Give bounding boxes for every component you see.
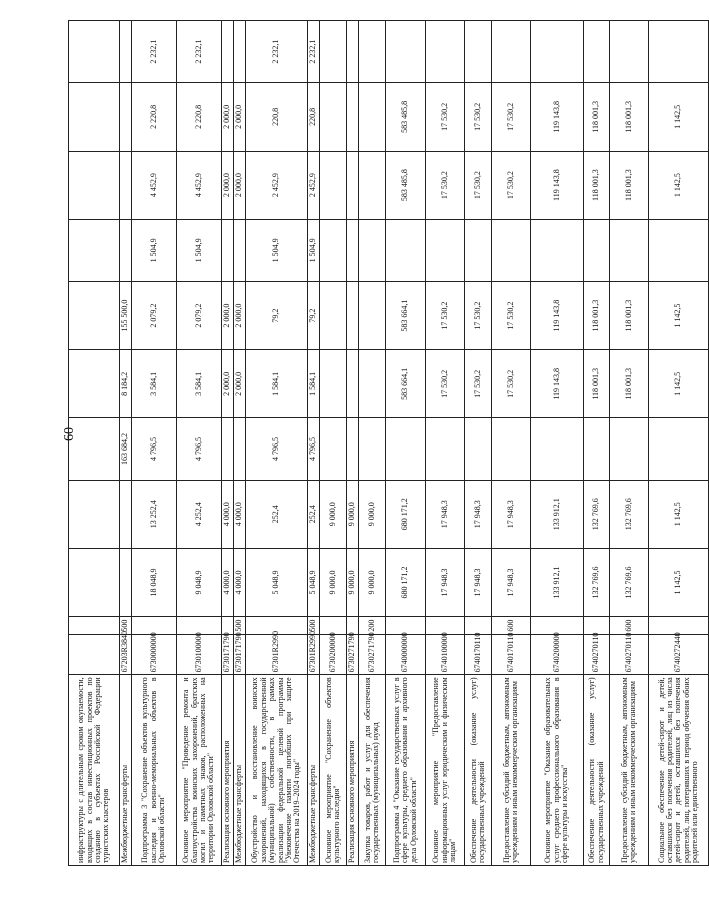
row-amount: 118 001,3 xyxy=(584,281,610,349)
row-amount xyxy=(320,418,347,480)
row-amount xyxy=(69,21,120,83)
row-amount xyxy=(222,418,234,480)
row-amount: 155 500,0 xyxy=(120,281,132,349)
row-amount: 8 184,2 xyxy=(120,350,132,418)
row-amount: 17 530,2 xyxy=(426,350,465,418)
row-amount: 17 530,2 xyxy=(492,281,531,349)
row-amount: 119 143,8 xyxy=(531,151,584,219)
row-amount: 2 000,0 xyxy=(222,83,234,151)
row-amount: 2 000,0 xyxy=(234,83,246,151)
row-amount: 17 530,2 xyxy=(465,350,492,418)
row-amount xyxy=(347,151,359,219)
row-cbs-code: 6730171790 xyxy=(222,635,234,675)
row-name: Основное мероприятие "Сохранение объектов культурного наследия" xyxy=(320,675,347,866)
row-amount: 4 000,0 xyxy=(222,480,234,548)
row-amount: 79,2 xyxy=(308,281,320,349)
row-amount: 2 452,9 xyxy=(246,151,308,219)
row-amount: 119 143,8 xyxy=(531,83,584,151)
row-amount: 2 232,1 xyxy=(246,21,308,83)
table-row xyxy=(386,21,426,866)
row-amount xyxy=(347,83,359,151)
row-amount xyxy=(320,219,347,281)
row-amount xyxy=(492,219,531,281)
row-amount xyxy=(386,418,426,480)
row-amount xyxy=(610,219,649,281)
row-cbs-code: 6740200000 xyxy=(531,635,584,675)
row-amount: 1 504,9 xyxy=(177,219,222,281)
row-amount: 9 048,9 xyxy=(177,548,222,616)
row-amount xyxy=(234,418,246,480)
row-amount xyxy=(584,219,610,281)
row-amount xyxy=(492,21,531,83)
row-expense-type xyxy=(69,617,120,635)
row-cbs-code: 6730100000 xyxy=(177,635,222,675)
row-amount: 132 769,6 xyxy=(610,548,649,616)
row-amount xyxy=(347,350,359,418)
row-amount xyxy=(120,151,132,219)
table-row xyxy=(649,21,709,866)
row-amount: 1 142,5 xyxy=(649,480,709,548)
row-amount: 132 769,6 xyxy=(610,480,649,548)
row-amount xyxy=(320,151,347,219)
row-amount: 17 530,2 xyxy=(426,281,465,349)
row-cbs-code: 6730271790 xyxy=(347,635,359,675)
table-row xyxy=(69,21,120,866)
row-name: Обеспечение деятельности (оказание услуг) государственных учреждений xyxy=(584,675,610,866)
row-amount: 2 232,1 xyxy=(132,21,177,83)
row-amount xyxy=(531,418,584,480)
row-cbs-code: 6740170110 xyxy=(465,635,492,675)
row-amount xyxy=(347,219,359,281)
row-cbs-code: 67203R3840 xyxy=(120,635,132,675)
row-name: Основное мероприятие "Предоставление информационных услуг юридическим и физическим лицам" xyxy=(426,675,465,866)
row-amount: 118 001,3 xyxy=(610,281,649,349)
row-amount xyxy=(120,83,132,151)
table-row xyxy=(246,21,308,866)
row-amount: 4 000,0 xyxy=(222,548,234,616)
row-amount xyxy=(492,418,531,480)
row-cbs-code: 6740270110 xyxy=(584,635,610,675)
row-amount xyxy=(465,418,492,480)
table-row xyxy=(584,21,610,866)
row-amount: 2 000,0 xyxy=(234,350,246,418)
table-row xyxy=(426,21,465,866)
row-amount: 17 530,2 xyxy=(492,151,531,219)
row-amount: 118 001,3 xyxy=(584,151,610,219)
row-amount: 1 504,9 xyxy=(132,219,177,281)
row-amount: 5 048,9 xyxy=(246,548,308,616)
row-cbs-code: 6740000000 xyxy=(386,635,426,675)
row-amount: 2 000,0 xyxy=(222,350,234,418)
row-cbs-code: 6740272440 xyxy=(649,635,709,675)
row-amount xyxy=(69,151,120,219)
row-expense-type: 500 xyxy=(120,617,132,635)
row-amount: 9 000,0 xyxy=(347,480,359,548)
row-name: Закупка товаров, работ и услуг для обеспечения государственных (муниципальных) нужд xyxy=(359,675,386,866)
row-amount: 1 584,1 xyxy=(246,350,308,418)
row-amount xyxy=(386,21,426,83)
row-name: Реализация основного мероприятия xyxy=(347,675,359,866)
row-amount: 4 796,5 xyxy=(132,418,177,480)
row-amount: 17 530,2 xyxy=(492,350,531,418)
row-amount: 163 684,2 xyxy=(120,418,132,480)
row-name: Социальное обеспечение детей-сирот и детей, оставшихся без попечения родителей, лиц из числа детей-сирот и детей, оставшихся без попечения родителей, лиц, потерявших в период обучения обоих родителей или единственного xyxy=(649,675,709,866)
row-name: инфраструктуры с длительным сроком окупаемости, входящих в состав инвестиционных проектов по созданию в субъектах Российской Федерации туристских кластеров xyxy=(69,675,120,866)
row-amount xyxy=(465,21,492,83)
row-cbs-code: 6740270110 xyxy=(610,635,649,675)
table-row xyxy=(234,21,246,866)
row-cbs-code: 67301R2990 xyxy=(246,635,308,675)
table-row xyxy=(320,21,347,866)
row-expense-type: 600 xyxy=(610,617,649,635)
table-row xyxy=(222,21,234,866)
row-amount: 252,4 xyxy=(308,480,320,548)
row-amount: 1 142,5 xyxy=(649,83,709,151)
row-amount: 1 142,5 xyxy=(649,350,709,418)
row-amount: 2 000,0 xyxy=(234,151,246,219)
row-amount: 119 143,8 xyxy=(531,350,584,418)
row-name: Предоставление субсидий бюджетным, автономным учреждениям и иным некоммерческим организациям xyxy=(492,675,531,866)
row-amount: 3 584,1 xyxy=(132,350,177,418)
row-cbs-code: 67301R2990 xyxy=(308,635,320,675)
row-cbs-code: 6730271790 xyxy=(359,635,386,675)
row-cbs-code: 6740170110 xyxy=(492,635,531,675)
row-amount: 17 948,3 xyxy=(492,480,531,548)
row-amount: 17 948,3 xyxy=(492,548,531,616)
table-row xyxy=(359,21,386,866)
row-cbs-code xyxy=(69,635,120,675)
row-amount: 1 142,5 xyxy=(649,151,709,219)
row-cbs-code: 6740100000 xyxy=(426,635,465,675)
table-row xyxy=(177,21,222,866)
row-amount xyxy=(359,350,386,418)
row-expense-type: 500 xyxy=(308,617,320,635)
row-amount: 1 504,9 xyxy=(308,219,320,281)
row-amount xyxy=(610,418,649,480)
row-amount xyxy=(359,151,386,219)
row-amount xyxy=(426,219,465,281)
row-amount: 17 530,2 xyxy=(426,83,465,151)
row-amount xyxy=(359,83,386,151)
row-amount xyxy=(347,281,359,349)
row-amount xyxy=(222,219,234,281)
row-amount xyxy=(347,418,359,480)
row-amount xyxy=(120,480,132,548)
row-amount: 133 912,1 xyxy=(531,480,584,548)
row-amount: 118 001,3 xyxy=(610,350,649,418)
row-amount: 18 048,9 xyxy=(132,548,177,616)
row-amount xyxy=(386,219,426,281)
page-number: 60 xyxy=(62,427,77,441)
row-amount: 583 664,1 xyxy=(386,281,426,349)
table-row xyxy=(492,21,531,866)
row-amount: 133 912,1 xyxy=(531,548,584,616)
row-amount xyxy=(531,21,584,83)
row-amount: 2 232,1 xyxy=(308,21,320,83)
row-amount: 118 001,3 xyxy=(584,83,610,151)
row-name: Реализация основного мероприятия xyxy=(222,675,234,866)
row-amount: 4 452,9 xyxy=(177,151,222,219)
row-amount: 132 769,6 xyxy=(584,480,610,548)
row-amount xyxy=(610,21,649,83)
row-amount xyxy=(584,418,610,480)
table-row xyxy=(120,21,132,866)
row-name: Основное мероприятие "Оказание образовательных услуг среднего профессионального образования в сфере культуры и искусства" xyxy=(531,675,584,866)
row-amount xyxy=(120,548,132,616)
row-amount xyxy=(584,21,610,83)
row-amount: 13 252,4 xyxy=(132,480,177,548)
row-amount: 1 584,1 xyxy=(308,350,320,418)
row-amount: 2 079,2 xyxy=(132,281,177,349)
row-amount: 4 000,0 xyxy=(234,548,246,616)
row-amount xyxy=(120,21,132,83)
row-amount xyxy=(69,418,120,480)
row-amount: 118 001,3 xyxy=(610,151,649,219)
row-amount: 17 948,3 xyxy=(426,480,465,548)
row-name: Подпрограмма 3 "Сохранение объектов культурного наследия и военно-мемориальных объектов в Орловской области" xyxy=(132,675,177,866)
table-row xyxy=(531,21,584,866)
row-amount xyxy=(649,21,709,83)
row-amount: 2 220,8 xyxy=(177,83,222,151)
row-amount xyxy=(426,21,465,83)
row-amount: 9 000,0 xyxy=(320,548,347,616)
row-amount xyxy=(531,219,584,281)
row-amount: 9 000,0 xyxy=(359,480,386,548)
row-amount: 1 142,5 xyxy=(649,548,709,616)
row-amount xyxy=(320,350,347,418)
row-amount xyxy=(359,21,386,83)
row-amount: 4 000,0 xyxy=(234,480,246,548)
row-amount: 17 948,3 xyxy=(465,480,492,548)
row-amount xyxy=(69,480,120,548)
row-amount xyxy=(359,219,386,281)
row-amount: 220,8 xyxy=(246,83,308,151)
row-cbs-code: 6730200000 xyxy=(320,635,347,675)
row-name: Межбюджетные трансферты xyxy=(120,675,132,866)
row-amount: 118 001,3 xyxy=(610,83,649,151)
row-amount: 583 485,8 xyxy=(386,83,426,151)
row-amount xyxy=(320,281,347,349)
row-amount xyxy=(649,418,709,480)
row-amount: 680 171,2 xyxy=(386,480,426,548)
row-amount xyxy=(222,21,234,83)
row-amount: 2 452,9 xyxy=(308,151,320,219)
row-amount xyxy=(120,219,132,281)
row-name: Обустройство и восстановление воинских захоронений, находящихся в государственной (муниципальной) собственности, в рамках реализации федеральной целевой программы "Увековечение памяти погибших при защите Отечества на 2019–2024 годы" xyxy=(246,675,308,866)
row-amount: 252,4 xyxy=(246,480,308,548)
row-expense-type: 600 xyxy=(492,617,531,635)
row-amount xyxy=(234,219,246,281)
row-amount: 17 948,3 xyxy=(426,548,465,616)
budget-table xyxy=(68,20,709,866)
row-amount: 17 530,2 xyxy=(465,281,492,349)
row-amount xyxy=(465,219,492,281)
row-amount xyxy=(234,21,246,83)
row-amount: 2 220,8 xyxy=(132,83,177,151)
row-amount: 9 000,0 xyxy=(320,480,347,548)
row-amount: 4 452,9 xyxy=(132,151,177,219)
row-amount: 2 079,2 xyxy=(177,281,222,349)
row-amount xyxy=(69,281,120,349)
row-name: Основное мероприятие "Проведение ремонта и благоустройства воинских захоронений, братских могил и памятных знаков, расположенных на территории Орловской области" xyxy=(177,675,222,866)
row-amount xyxy=(69,219,120,281)
row-expense-type: 500 xyxy=(234,617,246,635)
row-amount: 3 584,1 xyxy=(177,350,222,418)
row-amount xyxy=(347,21,359,83)
row-amount: 17 530,2 xyxy=(426,151,465,219)
row-amount xyxy=(359,281,386,349)
row-amount xyxy=(69,548,120,616)
table-row xyxy=(132,21,177,866)
table-row xyxy=(465,21,492,866)
row-amount: 1 504,9 xyxy=(246,219,308,281)
row-name: Обеспечение деятельности (оказание услуг) государственных учреждений xyxy=(465,675,492,866)
row-name: Межбюджетные трансферты xyxy=(308,675,320,866)
row-amount xyxy=(359,418,386,480)
row-amount: 132 769,6 xyxy=(584,548,610,616)
row-amount: 79,2 xyxy=(246,281,308,349)
table-row xyxy=(347,21,359,866)
row-amount: 17 530,2 xyxy=(492,83,531,151)
row-amount: 9 000,0 xyxy=(359,548,386,616)
row-amount xyxy=(69,350,120,418)
row-cbs-code: 6730000000 xyxy=(132,635,177,675)
row-amount: 220,8 xyxy=(308,83,320,151)
budget-table-page xyxy=(68,20,700,866)
row-cbs-code: 6730171790 xyxy=(234,635,246,675)
row-amount: 583 664,1 xyxy=(386,350,426,418)
row-expense-type: 200 xyxy=(359,617,386,635)
row-amount: 119 143,8 xyxy=(531,281,584,349)
row-amount: 4 252,4 xyxy=(177,480,222,548)
row-amount: 2 000,0 xyxy=(222,281,234,349)
row-amount xyxy=(649,219,709,281)
row-amount: 17 530,2 xyxy=(465,151,492,219)
table-row xyxy=(308,21,320,866)
row-amount xyxy=(320,83,347,151)
row-amount: 2 000,0 xyxy=(234,281,246,349)
row-amount: 9 000,0 xyxy=(347,548,359,616)
row-amount: 5 048,9 xyxy=(308,548,320,616)
row-amount: 680 171,2 xyxy=(386,548,426,616)
table-row xyxy=(610,21,649,866)
row-amount: 17 530,2 xyxy=(465,83,492,151)
row-amount: 4 796,5 xyxy=(246,418,308,480)
row-amount xyxy=(69,83,120,151)
row-name: Межбюджетные трансферты xyxy=(234,675,246,866)
row-amount: 17 948,3 xyxy=(465,548,492,616)
row-amount: 2 232,1 xyxy=(177,21,222,83)
row-amount xyxy=(426,418,465,480)
row-amount: 2 000,0 xyxy=(222,151,234,219)
row-amount xyxy=(320,21,347,83)
row-amount: 4 796,5 xyxy=(177,418,222,480)
row-amount: 583 485,8 xyxy=(386,151,426,219)
row-name: Предоставление субсидий бюджетным, автономным учреждениям и иным некоммерческим организациям xyxy=(610,675,649,866)
row-amount: 118 001,3 xyxy=(584,350,610,418)
row-amount: 1 142,5 xyxy=(649,281,709,349)
row-name: Подпрограмма 4 "Оказание государственных услуг в сфере культуры, среднего образования и архивного дела Орловской области" xyxy=(386,675,426,866)
row-amount: 4 796,5 xyxy=(308,418,320,480)
